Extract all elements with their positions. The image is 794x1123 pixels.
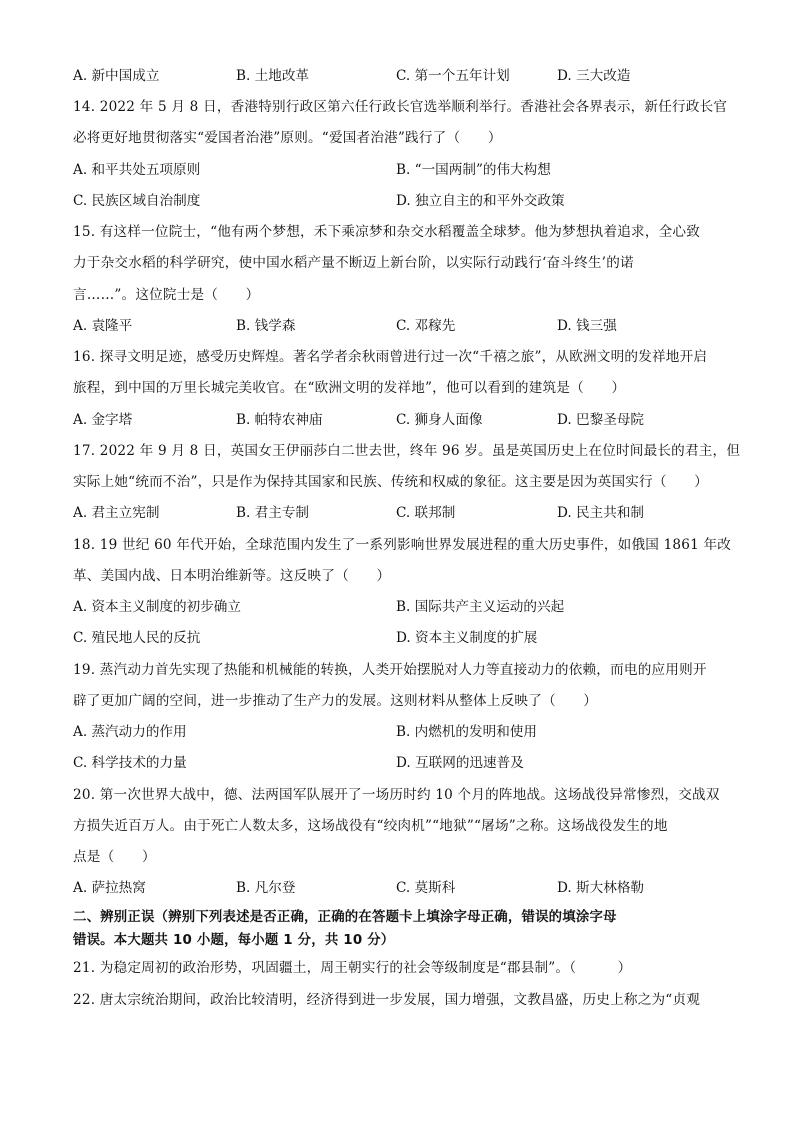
q16-option-d: D. 巴黎圣母院 xyxy=(557,412,645,428)
q13-option-b: B. 土地改革 xyxy=(236,68,310,84)
q16-option-c: C. 狮身人面像 xyxy=(396,412,483,428)
q15-stem-line-3: 言……”。这位院士是（ ） xyxy=(73,287,260,303)
q18-option-d: D. 资本主义制度的扩展 xyxy=(396,630,538,646)
q17-option-a: A. 君主立宪制 xyxy=(73,505,160,521)
q20-option-b: B. 凡尔登 xyxy=(236,880,296,896)
q15-option-b: B. 钱学森 xyxy=(236,318,296,334)
q18-stem-line-2: 革、美国内战、日本明治维新等。这反映了（ ） xyxy=(73,568,391,584)
section-heading-line-2: 错误。本大题共 10 小题，每小题 1 分，共 10 分） xyxy=(73,933,395,948)
q18-option-c: C. 殖民地人民的反抗 xyxy=(73,630,201,646)
q19-option-b: B. 内燃机的发明和使用 xyxy=(396,724,537,740)
q21-statement: 21. 为稳定周初的政治形势，巩固疆土，周王朝实行的社会等级制度是“郡县制”。（ ） xyxy=(73,960,632,976)
q13-option-a: A. 新中国成立 xyxy=(73,68,160,84)
q18-option-a: A. 资本主义制度的初步确立 xyxy=(73,599,241,615)
q13-option-d: D. 三大改造 xyxy=(557,68,631,84)
q14-stem-line-2: 必将更好地贯彻落实“爱国者治港”原则。“爱国者治港”践行了（ ） xyxy=(73,130,502,146)
q14-option-c: C. 民族区域自治制度 xyxy=(73,193,201,209)
q20-option-c: C. 莫斯科 xyxy=(396,880,456,896)
q15-option-c: C. 邓稼先 xyxy=(396,318,456,334)
q15-option-a: A. 袁隆平 xyxy=(73,318,133,334)
q19-option-d: D. 互联网的迅速普及 xyxy=(396,755,524,771)
q22-statement: 22. 唐太宗统治期间，政治比较清明，经济得到进一步发展，国力增强，文教昌盛，历史上称之为“贞观 xyxy=(73,992,701,1008)
q17-stem-line-2: 实际上她“统而不治”，只是作为保持其国家和民族、传统和权威的象征。这主要是因为英国实行（ ） xyxy=(73,474,709,490)
q16-option-a: A. 金字塔 xyxy=(73,412,133,428)
q19-option-a: A. 蒸汽动力的作用 xyxy=(73,724,187,740)
q16-stem-line-2: 旅程，到中国的万里长城完美收官。在“欧洲文明的发祥地”，他可以看到的建筑是（ ） xyxy=(73,380,626,396)
q14-stem-line-1: 14. 2022 年 5 月 8 日，香港特别行政区第六任行政长官选举顺利举行。香港社会各界表示，新任行政长官 xyxy=(73,99,728,115)
q20-stem-line-2: 方损失近百万人。由于死亡人数太多，这场战役有“绞肉机”“地狱”“屠场”之称。这场战役发生的地 xyxy=(73,818,668,834)
q20-option-d: D. 斯大林格勒 xyxy=(557,880,645,896)
q17-stem-line-1: 17. 2022 年 9 月 8 日，英国女王伊丽莎白二世去世，终年 96 岁。虽是英国历史上在位时间最长的君主，但 xyxy=(73,443,741,459)
q17-option-b: B. 君主专制 xyxy=(236,505,310,521)
q20-stem-line-3: 点是（ ） xyxy=(73,849,156,865)
q14-option-a: A. 和平共处五项原则 xyxy=(73,162,201,178)
q14-option-b: B. “一国两制”的伟大构想 xyxy=(396,162,551,178)
q15-option-d: D. 钱三强 xyxy=(557,318,617,334)
q18-option-b: B. 国际共产主义运动的兴起 xyxy=(396,599,565,615)
q19-stem-line-1: 19. 蒸汽动力首先实现了热能和机械能的转换，人类开始摆脱对人力等直接动力的依赖，而电的应用则开 xyxy=(73,662,707,678)
q19-option-c: C. 科学技术的力量 xyxy=(73,755,187,771)
q20-stem-line-1: 20. 第一次世界大战中，德、法两国军队展开了一场历时约 10 个月的阵地战。这场战役异常惨烈，交战双 xyxy=(73,787,720,803)
q17-option-d: D. 民主共和制 xyxy=(557,505,645,521)
q18-stem-line-1: 18. 19 世纪 60 年代开始，全球范围内发生了一系列影响世界发展进程的重大历史事件，如俄国 1861 年改 xyxy=(73,537,732,553)
q15-stem-line-1: 15. 有这样一位院士，“他有两个梦想，禾下乘凉梦和杂交水稻覆盖全球梦。他为梦想执着追求，全心致 xyxy=(73,224,701,240)
q20-option-a: A. 萨拉热窝 xyxy=(73,880,146,896)
q16-stem-line-1: 16. 探寻文明足迹，感受历史辉煌。著名学者余秋雨曾进行过一次“千禧之旅”，从欧洲文明的发祥地开启 xyxy=(73,349,708,365)
q19-stem-line-2: 辟了更加广阔的空间，进一步推动了生产力的发展。这则材料从整体上反映了（ ） xyxy=(73,693,598,709)
q15-stem-line-2: 力于杂交水稻的科学研究，使中国水稻产量不断迈上新台阶，以实际行动践行‘奋斗终生’的诺 xyxy=(73,255,634,271)
q14-option-d: D. 独立自主的和平外交政策 xyxy=(396,193,565,209)
q16-option-b: B. 帕特农神庙 xyxy=(236,412,323,428)
q13-option-c: C. 第一个五年计划 xyxy=(396,68,510,84)
section-heading-line-1: 二、辨别正误（辨别下列表述是否正确，正确的在答题卡上填涂字母正确，错误的填涂字母 xyxy=(73,910,617,925)
q17-option-c: C. 联邦制 xyxy=(396,505,456,521)
